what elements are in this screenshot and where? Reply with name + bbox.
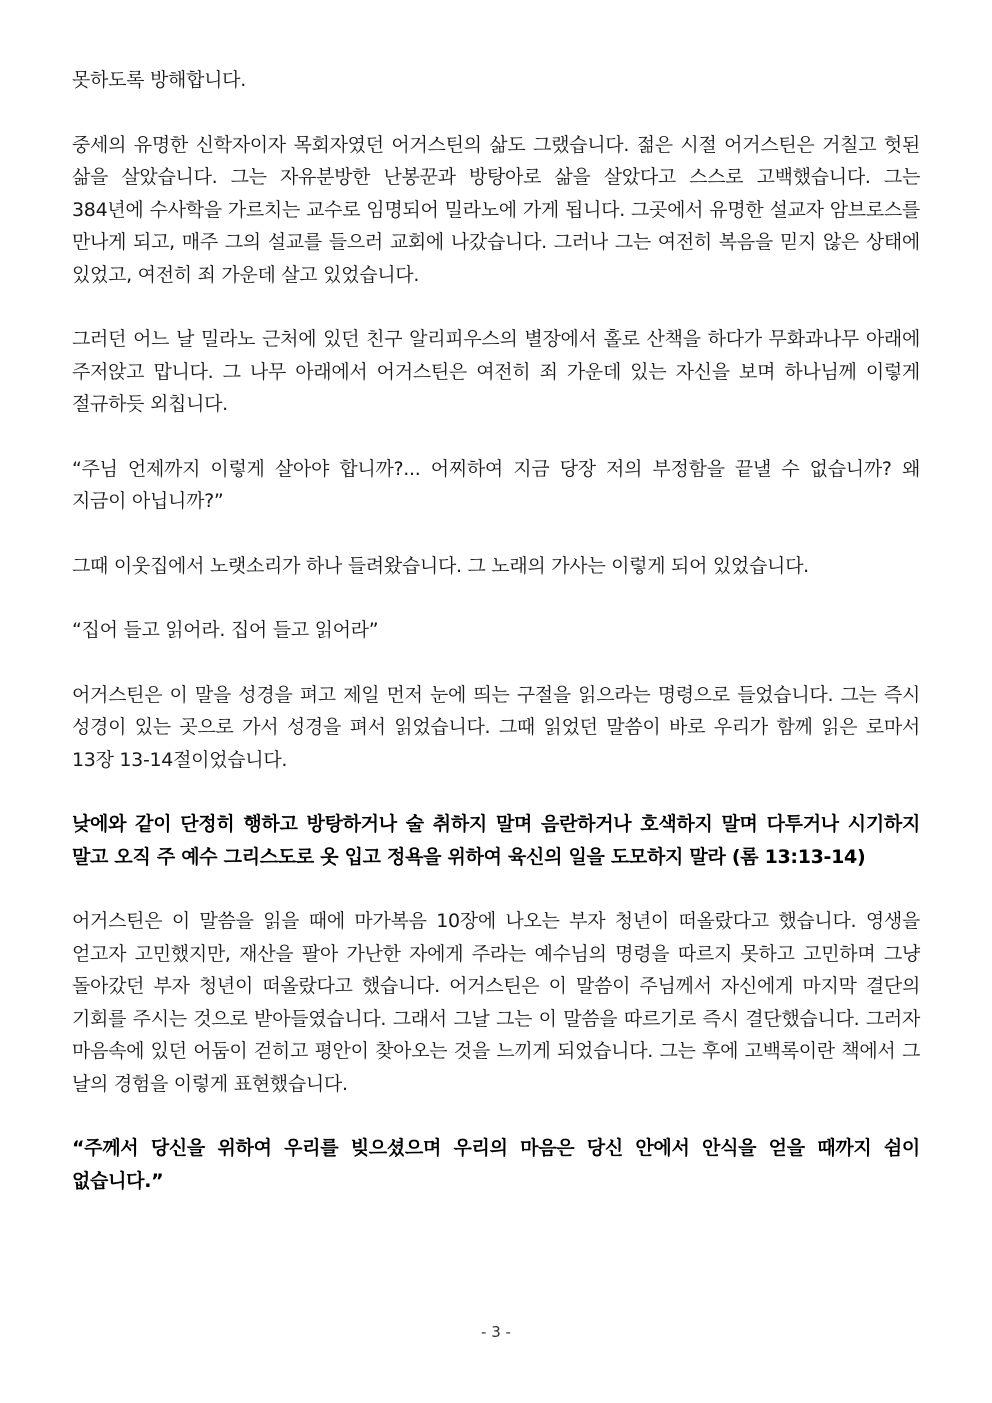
quote-prayer: “주님 언제까지 이렇게 살아야 합니까?... 어찌하여 지금 당장 저의 부정함을 끝낼 수 없습니까? 왜 지금이 아닙니까?” xyxy=(72,457,920,512)
page-body xyxy=(72,64,920,1229)
paragraph-1: 못하도록 방해합니다. xyxy=(72,69,246,91)
page-number: - 3 - xyxy=(481,1323,511,1341)
quote-song: “집어 들고 읽어라. 집어 들고 읽어라” xyxy=(72,619,379,641)
paragraph-7: 어거스틴은 이 말을 성경을 펴고 제일 먼저 눈에 띄는 구절을 읽으라는 명령으로 들었습니다. 그는 즉시 성경이 있는 곳으로 가서 성경을 펴서 읽었습니다. 그때 읽었던 말씀이 바로 우리가 함께 읽은 로마서 13장 13-14절이었습니다. xyxy=(72,683,920,771)
paragraph-3: 그러던 어느 날 밀라노 근처에 있던 친구 알리피우스의 별장에서 홀로 산책을 하다가 무화과나무 아래에 주저앉고 맙니다. 그 나무 아래에서 어거스틴은 여전히 죄 가운데 있는 자신을 보며 하나님께 이렇게 절규하듯 외칩니다. xyxy=(72,328,920,415)
paragraph-2: 중세의 유명한 신학자이자 목회자였던 어거스틴의 삶도 그랬습니다. 젊은 시절 어거스틴은 거칠고 헛된 삶을 살았습니다. 그는 자유분방한 난봉꾼과 방탕아로 삶을 살았다고 스스로 고백했습니다. 그는 384년에 수사학을 가르치는 교수로 임명되어 밀라노에 가게 됩니다. 그곳에서 유명한 설교자 암브로스를 만나게 되고, 매주 그의 설교를 들으러 교회에 나갔습니다. 그러나 그는 여전히 복음을 믿지 않은 상태에 있었고, 여전히 죄 가운데 살고 있었습니다. xyxy=(72,133,920,286)
paragraph-9: 어거스틴은 이 말씀을 읽을 때에 마가복음 10장에 나오는 부자 청년이 떠올랐다고 했습니다. 영생을 얻고자 고민했지만, 재산을 팔아 가난한 자에게 주라는 예수님의 명령을 따르지 못하고 고민하며 그냥 돌아갔던 부자 청년이 떠올랐다고 했습니다. 어거스틴은 이 말씀이 주님께서 자신에게 마지막 결단의 기회를 주시는 것으로 받아들였습니다. 그래서 그날 그는 이 말씀을 따르기로 즉시 결단했습니다. 그러자 마음속에 있던 어둠이 걷히고 평안이 찾아오는 것을 느끼게 되었습니다. 그는 후에 고백록이란 책에서 그 날의 경험을 이렇게 표현했습니다. xyxy=(72,910,920,1095)
confessions-quote: “주께서 당신을 위하여 우리를 빚으셨으며 우리의 마음은 당신 안에서 안식을 얻을 때까지 쉼이 없습니다.” xyxy=(72,1137,920,1192)
paragraph-5: 그때 이웃집에서 노랫소리가 하나 들려왔습니다. 그 노래의 가사는 이렇게 되어 있었습니다. xyxy=(72,554,809,577)
scripture-quote: 낮에와 같이 단정히 행하고 방탕하거나 술 취하지 말며 음란하거나 호색하지 말며 다투거나 시기하지 말고 오직 주 예수 그리스도로 옷 입고 정욕을 위하여 육신의 일을 도모하지 말라 (롬 13:13-14) xyxy=(72,813,920,868)
